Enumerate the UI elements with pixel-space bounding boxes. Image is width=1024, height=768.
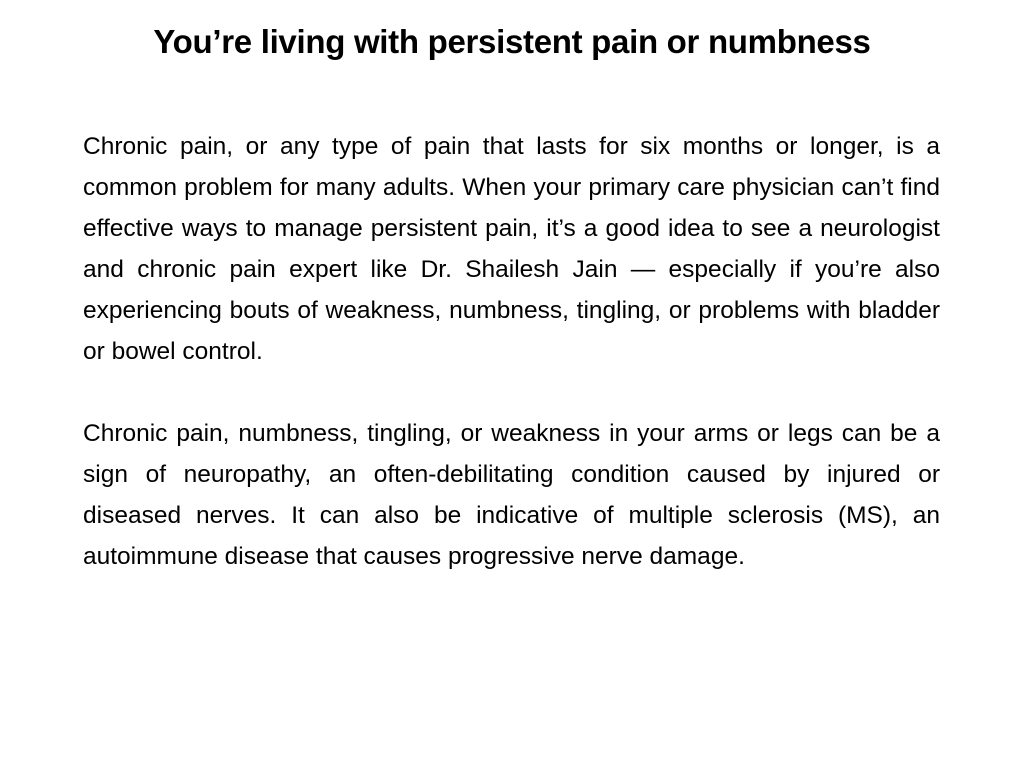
slide-title: You’re living with persistent pain or numbness xyxy=(153,23,871,60)
body-paragraph-2: Chronic pain, numbness, tingling, or weakness in your arms or legs can be a sign of neuropathy, an often-debilitating condition caused by injured or diseased nerves. It can also be indicative of multiple sclerosis (MS), an autoimmune disease that causes progressive nerve damage. xyxy=(83,420,940,570)
body-paragraph-1: Chronic pain, or any type of pain that lasts for six months or longer, is a common problem for many adults. When your primary care physician can’t find effective ways to manage persistent pain, it’s a good idea to see a neurologist and chronic pain expert like Dr. Shailesh Jain — especially if you’re also experiencing bouts of weakness, numbness, tingling, or problems with bladder or bowel control. xyxy=(83,133,940,365)
slide-body xyxy=(83,126,940,577)
